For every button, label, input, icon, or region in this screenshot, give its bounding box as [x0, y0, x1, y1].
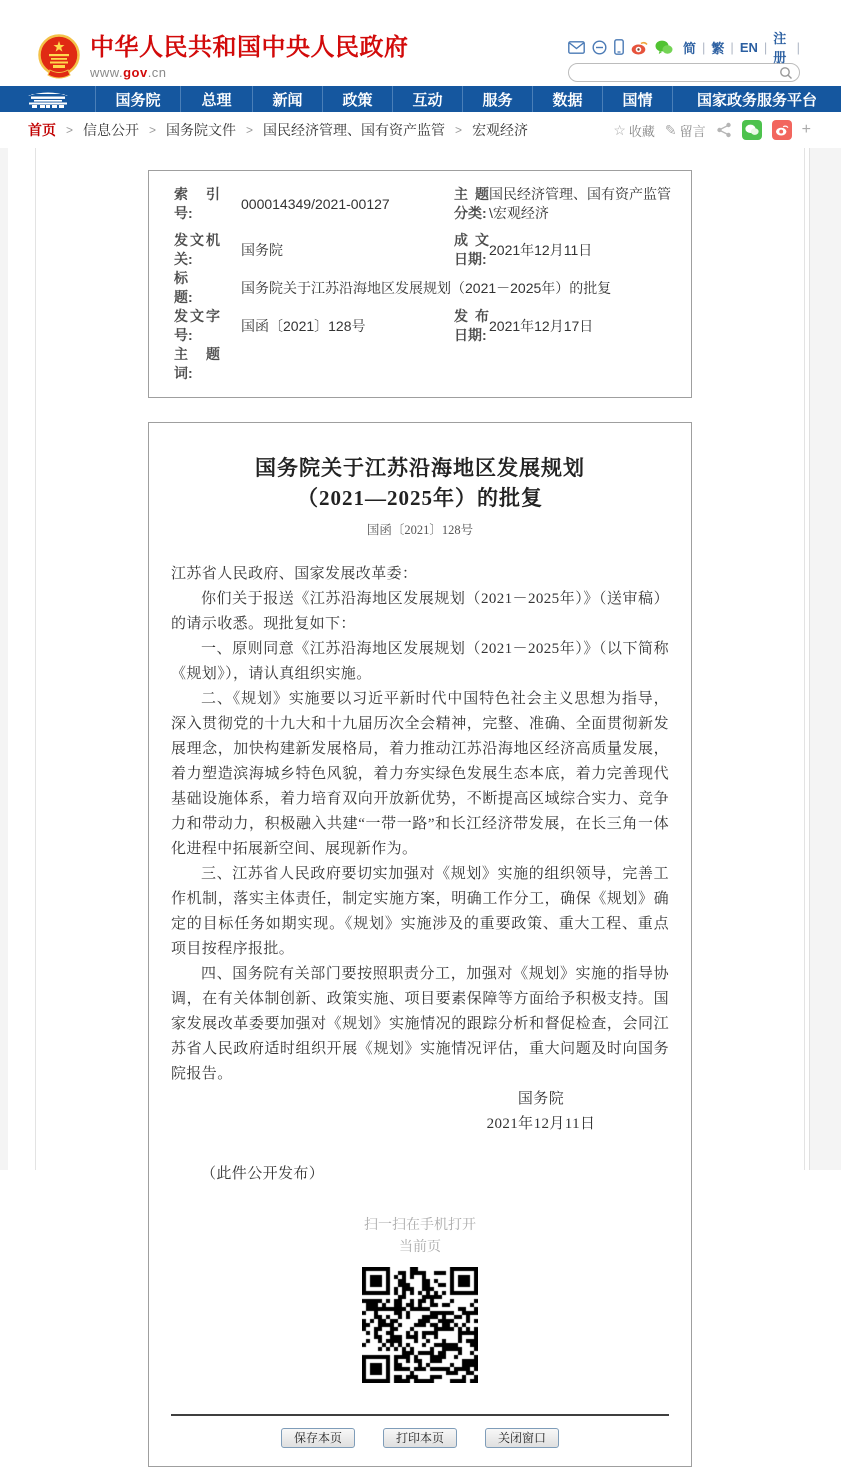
- national-emblem-icon: [38, 34, 80, 80]
- paragraph: 一、原则同意《江苏沿海地区发展规划（2021－2025年）》（以下简称《规划》），请认真组织实施。: [171, 641, 669, 682]
- meta-value-title: 国务院关于江苏沿海地区发展规划（2021－2025年）的批复: [241, 279, 612, 296]
- sign-date: 2021年12月11日: [486, 1116, 596, 1132]
- save-page-button[interactable]: 保存本页: [281, 1428, 355, 1448]
- link-separator: |: [796, 39, 800, 55]
- main-nav: [0, 86, 841, 112]
- nav-item-policy[interactable]: 政策: [322, 86, 392, 112]
- meta-label-keywords: 主 题 词:: [174, 346, 234, 381]
- document-body-box: [148, 422, 692, 1467]
- share-icon[interactable]: [716, 122, 732, 138]
- meta-label-doc-number: 发文字号:: [174, 308, 220, 343]
- search-icon[interactable]: [779, 66, 793, 80]
- register-link[interactable]: 注册: [773, 31, 787, 65]
- link-separator: |: [702, 39, 706, 55]
- pencil-icon: ✎: [664, 121, 677, 138]
- site-url: www.gov.cn: [90, 65, 167, 80]
- page-background: [0, 148, 841, 1445]
- breadcrumb-home[interactable]: 首页: [28, 122, 56, 138]
- nav-item-national[interactable]: 国情: [602, 86, 672, 112]
- content-frame: [35, 148, 805, 1445]
- meta-value-issuer: 国务院: [241, 241, 283, 258]
- site-header: [0, 0, 841, 86]
- link-separator: |: [763, 39, 768, 55]
- page-wrapper: [8, 148, 810, 1445]
- lang-simplified-link[interactable]: 简: [683, 40, 697, 56]
- nav-item-services[interactable]: 服务: [462, 86, 532, 112]
- meta-value-keywords: [241, 345, 693, 383]
- meta-label-title: 标 题:: [174, 270, 202, 305]
- nav-item-interact[interactable]: 互动: [392, 86, 462, 112]
- print-page-button[interactable]: 打印本页: [383, 1428, 457, 1448]
- breadcrumb-state-council-docs[interactable]: 国务院文件: [166, 122, 237, 138]
- breadcrumb-info-disclosure[interactable]: 信息公开: [83, 122, 140, 138]
- qr-code: [362, 1267, 478, 1383]
- public-release-note: （此件公开发布）: [201, 1166, 325, 1182]
- nav-item-state-council[interactable]: 国务院: [95, 86, 180, 112]
- breadcrumb-macro-economy[interactable]: 宏观经济: [472, 122, 529, 138]
- meta-label-publish-date: 发布日期:: [454, 308, 489, 343]
- document-actions: [171, 1428, 669, 1448]
- meta-value-publish-date: 2021年12月17日: [489, 317, 594, 334]
- lang-traditional-link[interactable]: 繁: [711, 40, 725, 56]
- mail-icon[interactable]: [568, 41, 585, 54]
- site-title: 中华人民共和国中央人民政府: [90, 34, 409, 61]
- more-tools-button[interactable]: +: [801, 121, 811, 138]
- breadcrumb-separator: >: [455, 123, 463, 137]
- meta-label-topic: 主题分类:: [454, 186, 489, 221]
- favorite-button[interactable]: ☆ 收藏: [613, 121, 655, 139]
- qr-section: [171, 1215, 669, 1388]
- meta-label-index: 索 引 号:: [174, 186, 234, 221]
- close-window-button[interactable]: 关闭窗口: [485, 1428, 559, 1448]
- signature-block: [461, 1087, 621, 1137]
- breadcrumb-separator: >: [66, 123, 74, 137]
- paragraph: 你们关于报送《江苏沿海地区发展规划（2021－2025年）》（送审稿）的请示收悉。现批复如下：: [171, 591, 669, 632]
- signer: 国务院: [517, 1091, 565, 1107]
- star-icon: ☆: [613, 121, 626, 138]
- salutation: 江苏省人民政府、国家发展改革委：: [171, 566, 418, 582]
- document-title: 国务院关于江苏沿海地区发展规划 （2021—2025年）的批复: [255, 456, 585, 510]
- site-logo[interactable]: [38, 34, 409, 80]
- search-input[interactable]: [579, 65, 779, 80]
- weibo-icon[interactable]: [631, 40, 648, 55]
- meta-label-issuer: 发文机关:: [174, 232, 220, 267]
- meta-label-written-date: 成文日期:: [454, 232, 489, 267]
- breadcrumb: [0, 112, 841, 148]
- link-separator: |: [730, 39, 734, 55]
- nav-item-premier[interactable]: 总理: [180, 86, 252, 112]
- document-meta-table: [148, 170, 692, 398]
- nav-item-gov-service-platform[interactable]: 国家政务服务平台: [672, 86, 841, 112]
- breadcrumb-separator: >: [149, 123, 157, 137]
- qr-caption: 扫一扫在手机打开 当前页: [364, 1218, 476, 1255]
- meta-value-topic: 国民经济管理、国有资产监管\宏观经济: [489, 186, 671, 221]
- tiananmen-icon: [22, 90, 74, 108]
- paragraph: 四、国务院有关部门要按照职责分工，加强对《规划》实施的指导协调，在有关体制创新、政策实施、项目要素保障等方面给予积极支持。国家发展改革委要加强对《规划》实施情况的跟踪分析和督促检查，会同江苏省人民政府适时组织开展《规划》实施情况评估，重大问题及时向国务院报告。: [171, 966, 669, 1082]
- footer-divider: [171, 1414, 669, 1416]
- weibo-share-icon[interactable]: [772, 120, 792, 140]
- paragraph: 三、江苏省人民政府要切实加强对《规划》实施的组织领导，完善工作机制，落实主体责任，制定实施方案，明确工作分工，确保《规划》确定的目标任务如期实现。《规划》实施涉及的重要政策、重大工程、重点项目按程序报批。: [171, 866, 669, 957]
- circle-minus-icon[interactable]: [592, 40, 607, 55]
- breadcrumb-economy-category[interactable]: 国民经济管理、国有资产监管: [263, 122, 446, 138]
- meta-value-doc-number: 国函〔2021〕128号: [241, 317, 366, 334]
- tiananmen-home-icon[interactable]: [0, 86, 95, 112]
- meta-value-index: 000014349/2021-00127: [241, 195, 390, 212]
- document-number: 国函〔2021〕128号: [366, 523, 474, 537]
- lang-english-link[interactable]: EN: [739, 39, 758, 55]
- document-text: [171, 562, 669, 1187]
- mobile-icon[interactable]: [614, 39, 624, 55]
- wechat-share-icon[interactable]: [742, 120, 762, 140]
- search-box[interactable]: [568, 63, 800, 82]
- nav-item-data[interactable]: 数据: [532, 86, 602, 112]
- paragraph: 二、《规划》实施要以习近平新时代中国特色社会主义思想为指导，深入贯彻党的十九大和十九届历次全会精神，完整、准确、全面贯彻新发展理念，加快构建新发展格局，着力推动江苏沿海地区经济高质量发展，着力塑造滨海城乡特色风貌，着力夯实绿色发展生态本底，着力完善现代基础设施体系，着力培育双向开放新优势，不断提高区域综合实力、竞争力和带动力，积极融入共建“一带一路”和长江经济带发展，在长三角一体化进程中拓展新空间、展现新作为。: [171, 691, 669, 857]
- wechat-icon[interactable]: [655, 40, 673, 55]
- comment-button[interactable]: ✎ 留言: [664, 121, 706, 139]
- nav-item-news[interactable]: 新闻: [252, 86, 322, 112]
- meta-value-written-date: 2021年12月11日: [489, 241, 593, 258]
- breadcrumb-separator: >: [246, 123, 254, 137]
